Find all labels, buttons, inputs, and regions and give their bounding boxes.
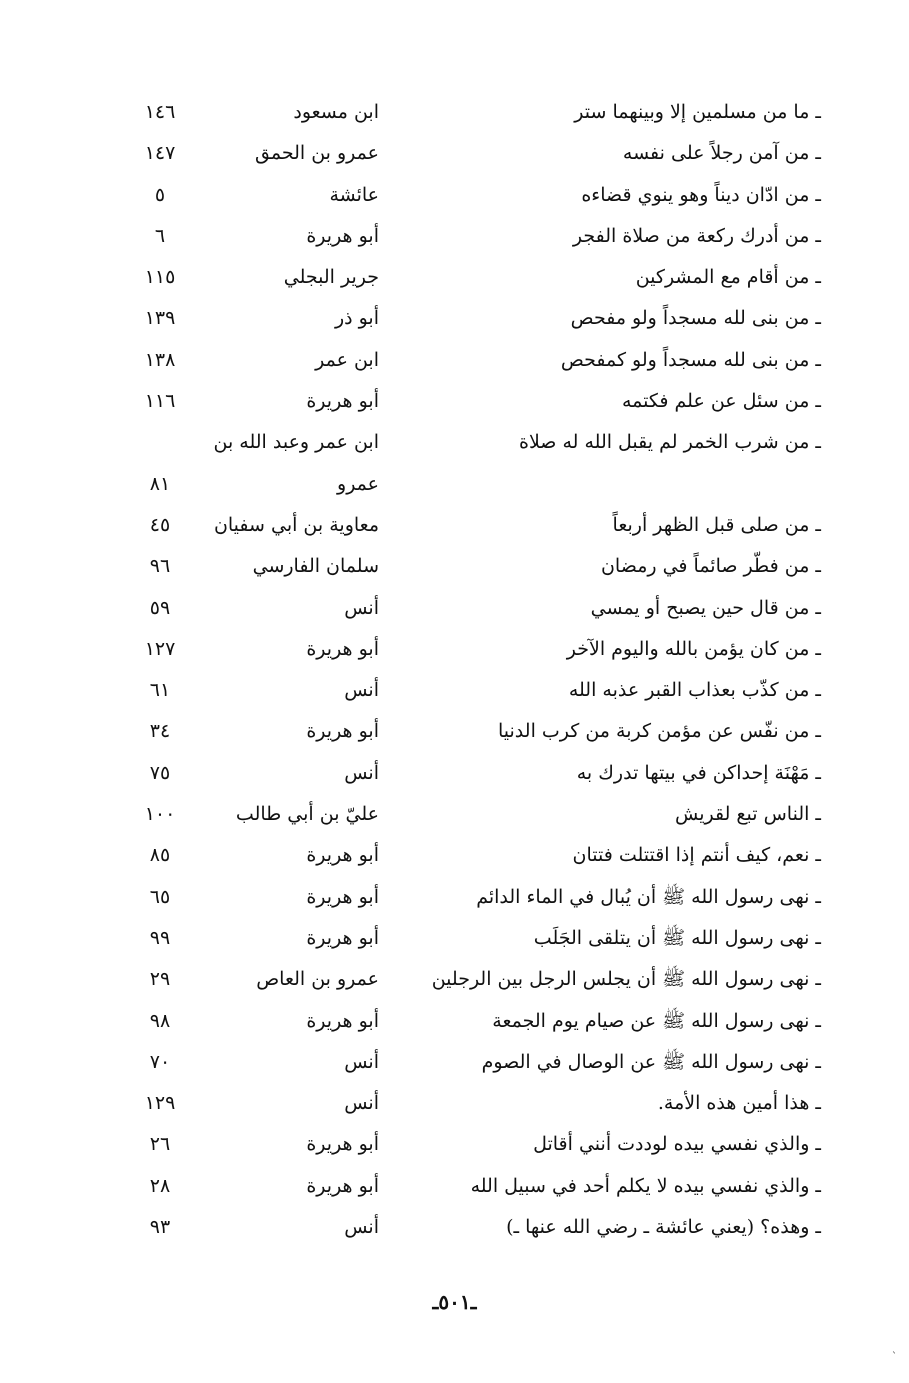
page-ref: ٣٤	[149, 720, 171, 743]
narrator: جرير البجلي	[283, 266, 379, 289]
hadith-index-list	[0, 92, 909, 1248]
hadith-text: ـ نهى رسول الله ﷺ عن صيام يوم الجمعة	[492, 1009, 821, 1032]
narrator: أبو هريرة	[306, 720, 379, 743]
page-ref: ١٠٠	[144, 803, 176, 826]
page-ref: ٦١	[149, 679, 171, 702]
narrator: عائشة	[329, 183, 379, 206]
hadith-text: ـ من سئل عن علم فكتمه	[622, 390, 821, 413]
hadith-text: ـ من كذّب بعذاب القبر عذبه الله	[568, 679, 821, 702]
index-row	[0, 1001, 909, 1042]
index-row	[0, 1042, 909, 1083]
narrator: أنس	[344, 1092, 379, 1115]
narrator: عمرو	[337, 472, 379, 495]
hadith-text: ـ من شرب الخمر لم يقبل الله له صلاة	[518, 431, 821, 454]
index-row	[0, 835, 909, 876]
hadith-text: ـ من صلى قبل الظهر أربعاً	[612, 513, 821, 536]
narrator: أبو هريرة	[306, 1009, 379, 1032]
index-row	[0, 133, 909, 174]
hadith-text: ـ مَهْنَة إحداكن في بيتها تدرك به	[576, 761, 821, 784]
index-row	[0, 298, 909, 339]
hadith-text: ـ من بنى لله مسجداً ولو مفحص	[570, 307, 821, 330]
index-row	[0, 546, 909, 587]
hadith-text: ـ هذا أمين هذه الأمة.	[657, 1092, 821, 1115]
narrator: معاوية بن أبي سفيان	[213, 513, 379, 536]
hadith-text: ـ نهى رسول الله ﷺ أن يجلس الرجل بين الرجلين	[431, 968, 821, 991]
index-row	[0, 1124, 909, 1165]
narrator: عمرو بن العاص	[256, 968, 379, 991]
corner-mark: `	[892, 1352, 897, 1363]
index-row	[0, 918, 909, 959]
page-ref: ٥٩	[149, 596, 171, 619]
page-ref: ١٤٦	[144, 101, 176, 123]
narrator: ابن مسعود	[293, 101, 379, 123]
page-ref: ٧٠	[149, 1050, 171, 1073]
hadith-text: ـ من نفّس عن مؤمن كربة من كرب الدنيا	[498, 720, 821, 743]
narrator: أبو هريرة	[306, 844, 379, 867]
narrator: أبو هريرة	[306, 637, 379, 660]
narrator: أنس	[344, 596, 379, 619]
index-row	[0, 959, 909, 1000]
narrator: أبو هريرة	[306, 224, 379, 247]
index-row	[0, 1207, 909, 1248]
page-ref: ١٢٩	[144, 1092, 176, 1115]
hadith-text: ـ من فطّر صائماً في رمضان	[600, 555, 821, 578]
page-ref: ٩٨	[149, 1009, 171, 1032]
narrator: أبو ذر	[334, 307, 379, 330]
page-ref: ٨١	[149, 472, 171, 495]
narrator: سلمان الفارسي	[252, 555, 379, 578]
page-ref: ١١٦	[144, 390, 176, 413]
index-row	[0, 629, 909, 670]
narrator: أنس	[344, 1216, 379, 1239]
page-ref: ٢٨	[149, 1174, 171, 1197]
hadith-text: ـ من ادّان ديناً وهو ينوي قضاءه	[581, 183, 821, 206]
hadith-text: ـ وهذه؟ (يعني عائشة ـ رضي الله عنها ـ)	[506, 1216, 821, 1239]
page-ref: ٦٥	[149, 885, 171, 908]
page-ref: ٨٥	[149, 844, 171, 867]
index-row	[0, 877, 909, 918]
page-ref: ٢٦	[149, 1133, 171, 1156]
hadith-text: ـ من بنى لله مسجداً ولو كمفحص	[560, 348, 821, 371]
index-row	[0, 175, 909, 216]
hadith-text: ـ نهى رسول الله ﷺ عن الوصال في الصوم	[481, 1050, 821, 1073]
index-row	[0, 670, 909, 711]
narrator: أبو هريرة	[306, 1174, 379, 1197]
narrator: أبو هريرة	[306, 885, 379, 908]
page-ref: ٦	[154, 224, 166, 247]
page-ref: ٢٩	[149, 968, 171, 991]
index-row	[0, 1166, 909, 1207]
page-number: ـ٥٠١ـ	[432, 1290, 477, 1314]
index-row	[0, 711, 909, 752]
page-ref: ١٣٩	[144, 307, 176, 330]
hadith-text: ـ من آمن رجلاً على نفسه	[622, 142, 821, 165]
page-ref: ٤٥	[149, 513, 171, 536]
index-row	[0, 1083, 909, 1124]
page-ref: ٧٥	[149, 761, 171, 784]
hadith-text: ـ من كان يؤمن بالله واليوم الآخر	[566, 637, 821, 660]
hadith-text: ـ نهى رسول الله ﷺ أن يتلقى الجَلَب	[533, 926, 821, 949]
page-ref: ٥	[154, 183, 166, 206]
hadith-text: ـ والذي نفسي بيده لا يكلم أحد في سبيل الله	[470, 1174, 821, 1197]
narrator: عليّ بن أبي طالب	[235, 803, 379, 826]
hadith-text: ـ ما من مسلمين إلا وبينهما ستر	[574, 101, 821, 123]
narrator: أبو هريرة	[306, 926, 379, 949]
narrator: عمرو بن الحمق	[255, 142, 379, 165]
hadith-text: ـ من أقام مع المشركين	[635, 266, 821, 289]
narrator: أنس	[344, 679, 379, 702]
page-ref: ١٢٧	[144, 637, 176, 660]
narrator: أبو هريرة	[306, 1133, 379, 1156]
narrator: أنس	[344, 761, 379, 784]
index-row	[0, 340, 909, 381]
hadith-text: ـ نهى رسول الله ﷺ أن يُبال في الماء الدائم	[476, 885, 821, 908]
index-row	[0, 381, 909, 422]
index-row	[0, 794, 909, 835]
index-row	[0, 92, 909, 133]
index-row	[0, 753, 909, 794]
index-row	[0, 422, 909, 463]
index-row	[0, 464, 909, 505]
page-ref: ٩٩	[149, 926, 171, 949]
hadith-text: ـ الناس تبع لقريش	[675, 803, 821, 826]
page-ref: ١١٥	[144, 266, 176, 289]
hadith-text: ـ من قال حين يصبح أو يمسي	[590, 596, 821, 619]
hadith-text: ـ نعم، كيف أنتم إذا اقتتلت فتتان	[572, 844, 821, 867]
narrator: أنس	[344, 1050, 379, 1073]
index-row	[0, 588, 909, 629]
index-row	[0, 505, 909, 546]
narrator: ابن عمر	[315, 348, 379, 371]
page-ref: ٩٦	[149, 555, 171, 578]
index-row	[0, 257, 909, 298]
page-ref: ٩٣	[149, 1216, 171, 1239]
narrator: ابن عمر وعبد الله بن	[213, 431, 379, 454]
page-ref: ١٤٧	[144, 142, 176, 165]
hadith-text: ـ والذي نفسي بيده لوددت أنني أقاتل	[533, 1133, 821, 1156]
index-row	[0, 216, 909, 257]
hadith-text: ـ من أدرك ركعة من صلاة الفجر	[572, 224, 821, 247]
narrator: أبو هريرة	[306, 390, 379, 413]
page-ref: ١٣٨	[144, 348, 176, 371]
